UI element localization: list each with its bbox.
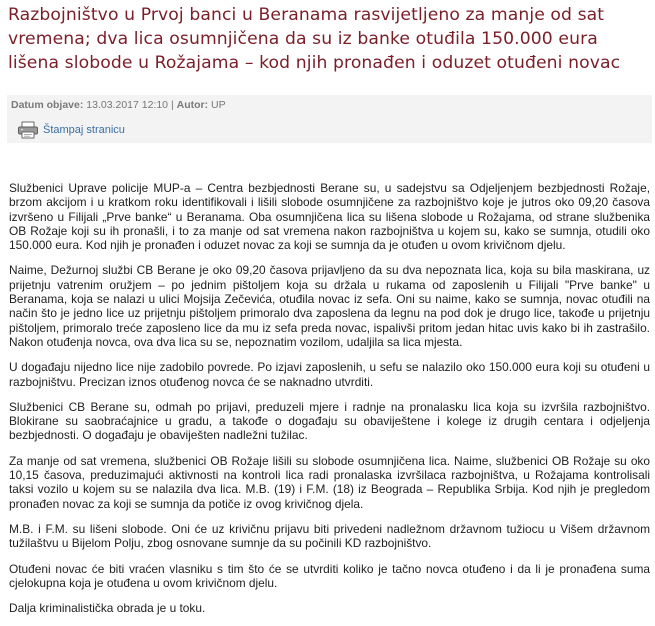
article-paragraph-6: M.B. i F.M. su lišeni slobode. Oni će uz krivičnu prijavu biti privedeni nadležnom državnom tužiocu u Višem državnom tužilaštvu u Bijelom Polju, zbog osnovane sumnje da su počinili KD razbojništvo. <box>9 521 650 551</box>
article-paragraph-2: Naime, Dežurnoj službi CB Berane je oko 09,20 časova prijavljeno da su dva nepoznata lica, koja su bila maskirana, uz prijetnju vatrenim oružjem – po jednim pištoljem koja su držala u rukama od zaposlenih u Filijali "Prve banke" u Beranama, koja se nalazi u ulici Mojsija Zečevića, otuđila novac iz sefa. Oni su naime, kako se sumnja, novac otuđili na način što je jedno lice uz prijetnju pištoljem primoralo dva zaposlena da legnu na pod dok je drugo lice, takođe u prijetnju pištoljem, primoralo treće zaposleno lice da mu iz sefa preda novac, ispalivši pritom jedan hitac uvis kako bi ih zastrašilo. Nakon otuđenja novca, ova dva lica su se, nepoznatim vozilom, udaljila sa lica mjesta. <box>9 263 650 349</box>
article-paragraph-3: U događaju nijedno lice nije zadobilo povrede. Po izjavi zaposlenih, u sefu se nalazilo oko 150.000 eura koji su otuđeni u razbojništvu. Precizan iznos otuđenog novca će se naknadno utvrditi. <box>9 360 650 389</box>
meta-separator: | <box>170 99 174 111</box>
article-paragraph-8: Dalja kriminalistička obrada je u toku. <box>9 601 206 616</box>
article-paragraph-7: Otuđeni novac će biti vraćen vlasniku s tim što će se utvrditi koliko je tačno novca otuđeno i da li je pronađena suma cjelokupna koja je otuđena u ovom krivičnom djelu. <box>9 561 650 590</box>
article-paragraph-1: Službenici Uprave policije MUP-a – Centra bezbjednosti Berane su, u sadejstvu sa Odjeljenjem bezbjednosti Rožaje, brzom akcijom i u kratkom roku identifikovali i lišili slobode osumnjičene za razbojništvo koje je jutros oko 09,20 časova izvršeno u Filijali „Prve banke“ u Beranama. Oba osumnjičena lica su lišena slobode u Rožajama, od strane službenika OB Rožaje koji su ih pronašli, i to za manje od sat vremena nakon razbojništva u kojem su, kako se sumnja, otudili oko 150.000 eura. Kod njih je pronađen i oduzet novac za koji se sumnja da je otuđen u ovom krivičnom djelu. <box>9 181 650 253</box>
print-page-link[interactable]: Štampaj stranicu <box>43 124 125 136</box>
date-value: 13.03.2017 12:10 <box>86 99 169 111</box>
article-meta <box>11 99 226 111</box>
date-label: Datum objave: <box>11 99 84 111</box>
article-title: Razbojništvo u Prvoj banci u Beranama rasvijetljeno za manje od sat vremena; dva lica osumnjičena da su iz banke otuđila 150.000 eura lišena slobode u Rožajama – kod njih pronađen i oduzet otuđeni novac <box>8 5 621 73</box>
author-value: UP <box>211 99 226 111</box>
author-label: Autor: <box>176 99 209 111</box>
article-meta-box <box>7 95 652 143</box>
printer-icon[interactable] <box>17 121 39 139</box>
article-paragraph-5: Za manje od sat vremena, službenici OB Rožaje lišili su slobode osumnjičena lica. Naime, službenici OB Rožaje su oko 10,15 časova, preduzimajući aktivnosti na kontroli lica radi pronalaska izvršilaca razbojništva, u Rožajama kontrolisali taksi vozilo u kojem su se nalazila dva lica. M.B. (19) i F.M. (18) iz Beograda – Republika Srbija. Kod njih je pregledom pronađen novac za koji se sumnja da potiče iz ovog krivičnog djela. <box>9 453 650 511</box>
article-paragraph-4: Službenici CB Berane su, odmah po prijavi, preduzeli mjere i radnje na pronalasku lica koja su izvršila razbojništvo. Blokirane su saobraćajnice u gradu, a takođe o događaju su obaviještene i kolege iz drugih centara i odjeljenja bezbjednosti. O događaju je obaviješten nadležni tužilac. <box>9 399 650 443</box>
article-body <box>9 181 650 626</box>
print-row[interactable] <box>17 121 125 139</box>
